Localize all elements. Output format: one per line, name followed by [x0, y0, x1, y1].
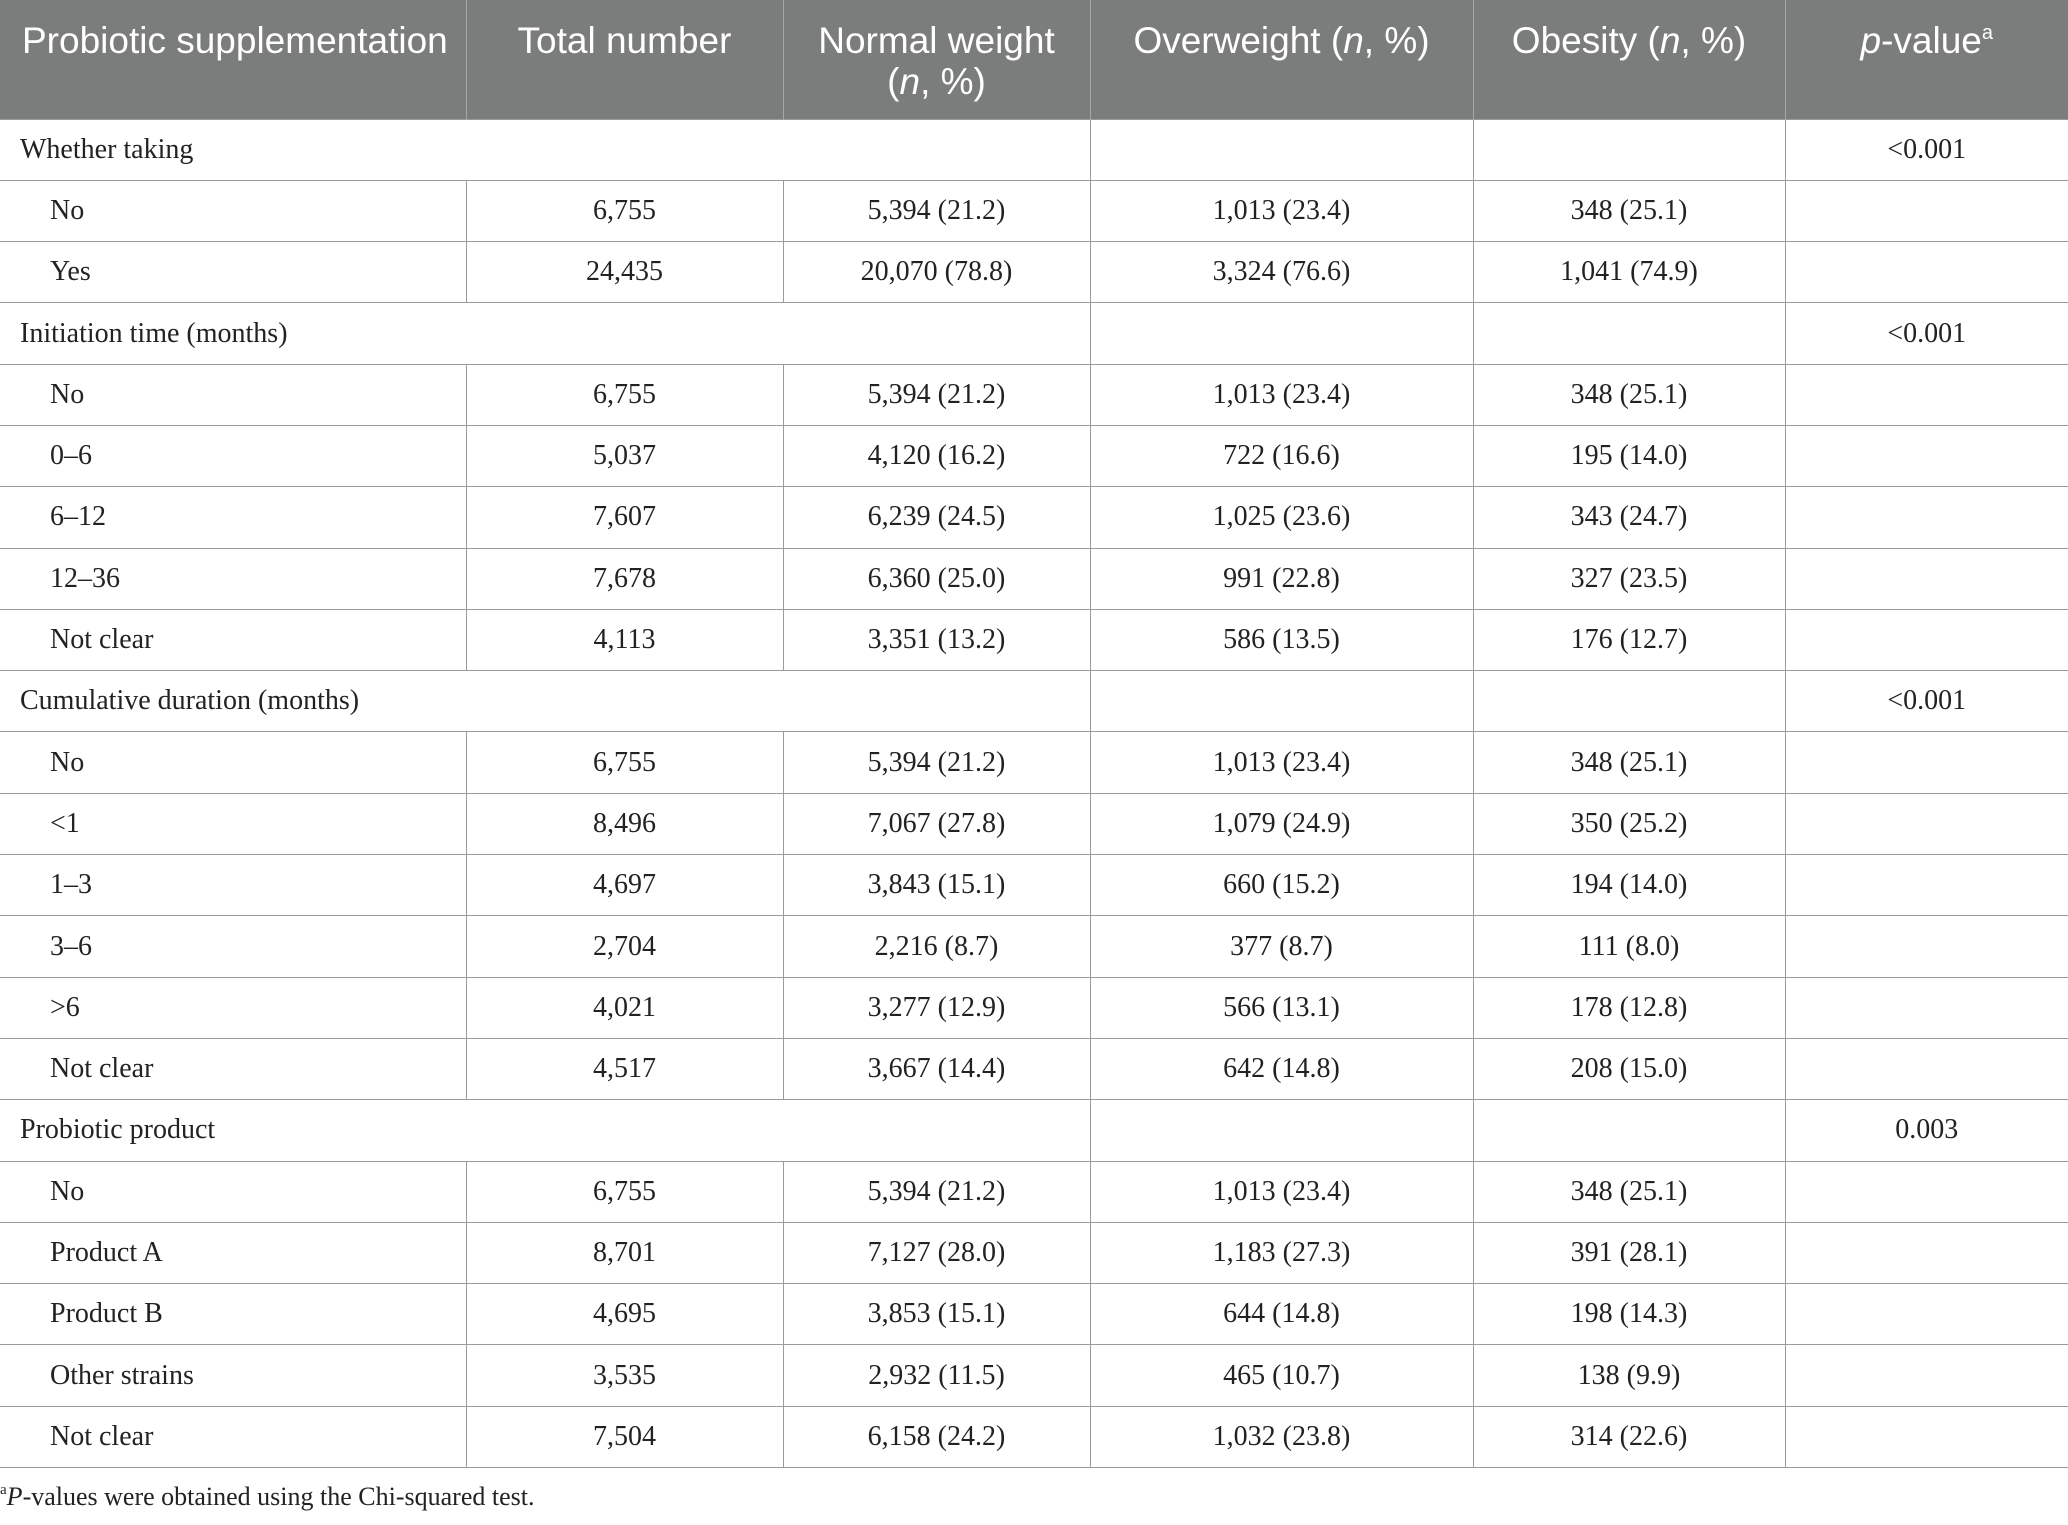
- section-label: Initiation time (months): [0, 303, 1090, 364]
- row-p-value-empty: [1785, 732, 2068, 793]
- row-total-number: 3,535: [466, 1345, 783, 1406]
- table-row: [0, 180, 2068, 241]
- row-category: No: [0, 364, 466, 425]
- section-row: [0, 671, 2068, 732]
- section-p-value: 0.003: [1785, 1100, 2068, 1161]
- row-p-value-empty: [1785, 609, 2068, 670]
- table-row: [0, 793, 2068, 854]
- section-overweight-empty: [1090, 1100, 1473, 1161]
- section-overweight-empty: [1090, 303, 1473, 364]
- row-normal-weight: 6,239 (24.5): [783, 487, 1090, 548]
- header-obesity-n: n: [1659, 20, 1681, 61]
- row-total-number: 5,037: [466, 425, 783, 486]
- row-obesity: 348 (25.1): [1473, 1161, 1785, 1222]
- row-normal-weight: 5,394 (21.2): [783, 364, 1090, 425]
- section-p-value: <0.001: [1785, 119, 2068, 180]
- row-total-number: 7,607: [466, 487, 783, 548]
- row-total-number: 24,435: [466, 242, 783, 303]
- table-row: [0, 977, 2068, 1038]
- row-category: No: [0, 180, 466, 241]
- table-row: [0, 609, 2068, 670]
- row-normal-weight: 2,932 (11.5): [783, 1345, 1090, 1406]
- header-normal-weight: Normal weight (n, %): [783, 0, 1090, 119]
- row-total-number: 2,704: [466, 916, 783, 977]
- row-category: Not clear: [0, 1406, 466, 1467]
- header-p-value: [1785, 0, 2068, 119]
- row-total-number: 8,701: [466, 1222, 783, 1283]
- section-obesity-empty: [1473, 1100, 1785, 1161]
- section-row: [0, 1100, 2068, 1161]
- row-obesity: 195 (14.0): [1473, 425, 1785, 486]
- row-total-number: 7,504: [466, 1406, 783, 1467]
- row-obesity: 198 (14.3): [1473, 1284, 1785, 1345]
- table-row: [0, 1345, 2068, 1406]
- header-overweight-unit: , %): [1363, 20, 1430, 61]
- row-normal-weight: 3,667 (14.4): [783, 1038, 1090, 1099]
- row-p-value-empty: [1785, 180, 2068, 241]
- row-overweight: 377 (8.7): [1090, 916, 1473, 977]
- section-row: [0, 303, 2068, 364]
- row-p-value-empty: [1785, 977, 2068, 1038]
- footnote-p-letter: P: [6, 1482, 23, 1511]
- row-obesity: 327 (23.5): [1473, 548, 1785, 609]
- header-obesity-unit: , %): [1680, 20, 1747, 61]
- header-overweight: [1090, 0, 1473, 119]
- row-category: Not clear: [0, 609, 466, 670]
- row-overweight: 660 (15.2): [1090, 855, 1473, 916]
- row-p-value-empty: [1785, 1345, 2068, 1406]
- header-normal-weight-unit: , %): [920, 61, 986, 102]
- row-p-value-empty: [1785, 1284, 2068, 1345]
- row-p-value-empty: [1785, 1161, 2068, 1222]
- row-normal-weight: 3,351 (13.2): [783, 609, 1090, 670]
- row-p-value-empty: [1785, 793, 2068, 854]
- row-obesity: 391 (28.1): [1473, 1222, 1785, 1283]
- header-obesity-label: Obesity (: [1511, 20, 1660, 61]
- row-total-number: 6,755: [466, 364, 783, 425]
- row-category: 12–36: [0, 548, 466, 609]
- row-category: >6: [0, 977, 466, 1038]
- section-label: Probiotic product: [0, 1100, 1090, 1161]
- row-overweight: 465 (10.7): [1090, 1345, 1473, 1406]
- row-obesity: 194 (14.0): [1473, 855, 1785, 916]
- table-row: [0, 487, 2068, 548]
- table-row: [0, 1038, 2068, 1099]
- table-row: [0, 732, 2068, 793]
- table-row: [0, 1284, 2068, 1345]
- row-total-number: 6,755: [466, 732, 783, 793]
- row-total-number: 4,517: [466, 1038, 783, 1099]
- row-normal-weight: 7,127 (28.0): [783, 1222, 1090, 1283]
- row-obesity: 176 (12.7): [1473, 609, 1785, 670]
- header-overweight-n: n: [1343, 20, 1364, 61]
- row-overweight: 644 (14.8): [1090, 1284, 1473, 1345]
- row-overweight: 1,079 (24.9): [1090, 793, 1473, 854]
- row-p-value-empty: [1785, 1038, 2068, 1099]
- row-total-number: 4,113: [466, 609, 783, 670]
- row-obesity: 138 (9.9): [1473, 1345, 1785, 1406]
- row-total-number: 7,678: [466, 548, 783, 609]
- section-obesity-empty: [1473, 119, 1785, 180]
- row-obesity: 348 (25.1): [1473, 732, 1785, 793]
- row-category: No: [0, 1161, 466, 1222]
- row-overweight: 3,324 (76.6): [1090, 242, 1473, 303]
- row-p-value-empty: [1785, 364, 2068, 425]
- row-normal-weight: 3,843 (15.1): [783, 855, 1090, 916]
- footnote-marker: a: [0, 1482, 7, 1498]
- row-overweight: 566 (13.1): [1090, 977, 1473, 1038]
- row-p-value-empty: [1785, 487, 2068, 548]
- section-obesity-empty: [1473, 303, 1785, 364]
- table-footnote: [0, 1482, 534, 1512]
- table-row: [0, 364, 2068, 425]
- row-overweight: 1,013 (23.4): [1090, 1161, 1473, 1222]
- footnote-text: -values were obtained using the Chi-squared test.: [22, 1482, 535, 1511]
- row-category: 3–6: [0, 916, 466, 977]
- row-total-number: 4,695: [466, 1284, 783, 1345]
- section-overweight-empty: [1090, 671, 1473, 732]
- row-p-value-empty: [1785, 855, 2068, 916]
- row-p-value-empty: [1785, 916, 2068, 977]
- row-obesity: 208 (15.0): [1473, 1038, 1785, 1099]
- table-row: [0, 1406, 2068, 1467]
- header-probiotic-supplementation: Probiotic supplementation: [22, 20, 448, 61]
- row-category: 0–6: [0, 425, 466, 486]
- section-overweight-empty: [1090, 119, 1473, 180]
- row-overweight: 1,013 (23.4): [1090, 732, 1473, 793]
- table-row: [0, 548, 2068, 609]
- row-category: No: [0, 732, 466, 793]
- row-category: Product B: [0, 1284, 466, 1345]
- row-overweight: 1,183 (27.3): [1090, 1222, 1473, 1283]
- row-category: 6–12: [0, 487, 466, 548]
- row-category: Yes: [0, 242, 466, 303]
- row-obesity: 314 (22.6): [1473, 1406, 1785, 1467]
- table-header: [0, 0, 2068, 119]
- row-p-value-empty: [1785, 1406, 2068, 1467]
- table-body: [0, 119, 2068, 1468]
- row-overweight: 586 (13.5): [1090, 609, 1473, 670]
- section-p-value: <0.001: [1785, 671, 2068, 732]
- row-p-value-empty: [1785, 548, 2068, 609]
- row-total-number: 6,755: [466, 180, 783, 241]
- section-obesity-empty: [1473, 671, 1785, 732]
- section-row: [0, 119, 2068, 180]
- row-total-number: 4,697: [466, 855, 783, 916]
- row-normal-weight: 6,158 (24.2): [783, 1406, 1090, 1467]
- table-row: [0, 1161, 2068, 1222]
- row-normal-weight: 3,277 (12.9): [783, 977, 1090, 1038]
- row-p-value-empty: [1785, 242, 2068, 303]
- row-obesity: 178 (12.8): [1473, 977, 1785, 1038]
- header-p-footnote-marker: a: [1981, 22, 1993, 44]
- row-obesity: 350 (25.2): [1473, 793, 1785, 854]
- row-total-number: 8,496: [466, 793, 783, 854]
- row-p-value-empty: [1785, 425, 2068, 486]
- row-normal-weight: 5,394 (21.2): [783, 1161, 1090, 1222]
- header-p-letter: p: [1860, 20, 1882, 61]
- section-label: Whether taking: [0, 119, 1090, 180]
- row-obesity: 348 (25.1): [1473, 364, 1785, 425]
- section-p-value: <0.001: [1785, 303, 2068, 364]
- row-normal-weight: 20,070 (78.8): [783, 242, 1090, 303]
- header-obesity: [1473, 0, 1785, 119]
- row-normal-weight: 7,067 (27.8): [783, 793, 1090, 854]
- row-total-number: 6,755: [466, 1161, 783, 1222]
- header-p-label: -value: [1881, 20, 1982, 61]
- row-overweight: 1,032 (23.8): [1090, 1406, 1473, 1467]
- row-normal-weight: 6,360 (25.0): [783, 548, 1090, 609]
- row-category: 1–3: [0, 855, 466, 916]
- table-row: [0, 855, 2068, 916]
- table-row: [0, 242, 2068, 303]
- table-row: [0, 916, 2068, 977]
- row-normal-weight: 2,216 (8.7): [783, 916, 1090, 977]
- row-overweight: 722 (16.6): [1090, 425, 1473, 486]
- header-normal-weight-label: Normal weight: [818, 20, 1055, 61]
- table-row: [0, 425, 2068, 486]
- row-normal-weight: 5,394 (21.2): [783, 732, 1090, 793]
- header-total-number: Total number: [466, 0, 783, 119]
- header-overweight-label: Overweight (: [1133, 20, 1344, 61]
- row-category: <1: [0, 793, 466, 854]
- header-row: [0, 0, 2068, 119]
- row-overweight: 642 (14.8): [1090, 1038, 1473, 1099]
- row-overweight: 991 (22.8): [1090, 548, 1473, 609]
- row-overweight: 1,013 (23.4): [1090, 180, 1473, 241]
- row-obesity: 343 (24.7): [1473, 487, 1785, 548]
- row-obesity: 111 (8.0): [1473, 916, 1785, 977]
- row-category: Other strains: [0, 1345, 466, 1406]
- row-obesity: 348 (25.1): [1473, 180, 1785, 241]
- table-row: [0, 1222, 2068, 1283]
- section-label: Cumulative duration (months): [0, 671, 1090, 732]
- row-category: Product A: [0, 1222, 466, 1283]
- row-category: Not clear: [0, 1038, 466, 1099]
- row-p-value-empty: [1785, 1222, 2068, 1283]
- row-normal-weight: 5,394 (21.2): [783, 180, 1090, 241]
- header-normal-weight-n: n: [899, 61, 921, 102]
- row-normal-weight: 4,120 (16.2): [783, 425, 1090, 486]
- row-overweight: 1,013 (23.4): [1090, 364, 1473, 425]
- row-normal-weight: 3,853 (15.1): [783, 1284, 1090, 1345]
- row-total-number: 4,021: [466, 977, 783, 1038]
- row-obesity: 1,041 (74.9): [1473, 242, 1785, 303]
- row-overweight: 1,025 (23.6): [1090, 487, 1473, 548]
